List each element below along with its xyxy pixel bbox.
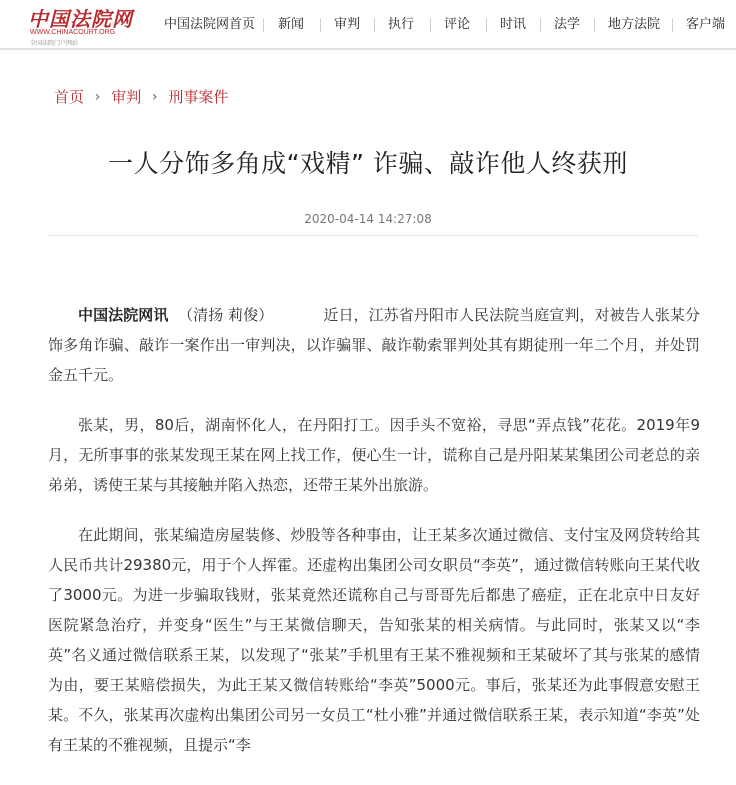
nav-item-jurisprudence[interactable]: 法学 bbox=[554, 17, 581, 32]
logo-subtitle: 全国法院门户网站 bbox=[30, 40, 79, 47]
article-paragraph: 张某，男，80后，湖南怀化人，在丹阳打工。因手头不宽裕，寻思“弄点钱”花花。2019年9月，无所事事的张某发现王某在网上找工作，便心生一计，谎称自己是丹阳某某集团公司老总的亲弟弟，诱使王某与其接触并陷入热恋，还带王某外出旅游。 bbox=[48, 416, 700, 494]
nav-item-trial[interactable]: 审判 bbox=[334, 17, 361, 32]
nav-divider bbox=[672, 18, 673, 32]
nav-item-local-courts[interactable]: 地方法院 bbox=[608, 17, 661, 32]
article-authors: （清扬 莉俊） bbox=[178, 306, 274, 324]
top-navigation-bar bbox=[0, 0, 736, 48]
breadcrumb-trial[interactable]: 审判 bbox=[111, 88, 142, 106]
nav-item-bulletin[interactable]: 时讯 bbox=[500, 17, 527, 32]
nav-item-comment[interactable]: 评论 bbox=[444, 17, 471, 32]
site-logo[interactable] bbox=[28, 3, 133, 47]
logo-chinese-text: 中国法院网 bbox=[28, 7, 133, 31]
paragraph-text: 近日，江苏省丹阳市人民法院当庭宣判，对被告人张某分饰多角诈骗、敲诈一案作出一审判决，以诈骗罪、敲诈勒索罪判处其有期徒刑一年二个月，并处罚金五千元。 bbox=[48, 306, 700, 384]
nav-divider bbox=[374, 18, 375, 32]
title-divider bbox=[48, 235, 698, 236]
chevron-right-icon: › bbox=[151, 88, 158, 105]
nav-divider bbox=[594, 18, 595, 32]
breadcrumb bbox=[54, 86, 228, 106]
breadcrumb-criminal-cases[interactable]: 刑事案件 bbox=[168, 88, 229, 106]
nav-divider bbox=[540, 18, 541, 32]
nav-divider bbox=[263, 18, 264, 32]
breadcrumb-home[interactable]: 首页 bbox=[54, 88, 85, 106]
nav-item-home[interactable]: 中国法院网首页 bbox=[164, 17, 256, 32]
chevron-right-icon: › bbox=[94, 88, 101, 105]
header-divider bbox=[0, 48, 736, 50]
nav-divider bbox=[486, 18, 487, 32]
article-title: 一人分饰多角成“戏精” 诈骗、敲诈他人终获刑 bbox=[108, 149, 628, 178]
article-paragraph: 在此期间，张某编造房屋装修、炒股等各种事由，让王某多次通过微信、支付宝及网贷转给其人民币共计29380元，用于个人挥霍。还虚构出集团公司女职员“李英”，通过微信转账向王某代收了3000元。为进一步骗取钱财，张某竟然还谎称自己与哥哥先后都患了癌症，正在北京中日友好医院紧急治疗，并变身“医生”与王某微信聊天，告知张某的相关病情。与此同时，张某又以“李英”名义通过微信联系王某，以发现了“张某”手机里有王某不雅视频和王某破坏了其与张某的感情为由，要王某赔偿损失，为此王某又微信转账给“李英”5000元。事后，张某还为此事假意安慰王某。不久，张某再次虚构出集团公司另一女员工“杜小雅”并通过微信联系王某，表示知道“李英”处有王某的不雅视频，且提示“李 bbox=[48, 526, 700, 754]
article-paragraph bbox=[48, 300, 700, 390]
article-body bbox=[48, 300, 700, 780]
publish-date: 2020-04-14 14:27:08 bbox=[304, 212, 432, 226]
logo-english-text: WWW.CHINACOURT.ORG bbox=[30, 29, 116, 36]
article-source: 中国法院网讯 bbox=[78, 306, 169, 324]
nav-item-news[interactable]: 新闻 bbox=[278, 17, 305, 32]
nav-divider bbox=[320, 18, 321, 32]
nav-item-execution[interactable]: 执行 bbox=[388, 17, 415, 32]
nav-divider bbox=[430, 18, 431, 32]
nav-item-client[interactable]: 客户端 bbox=[686, 17, 726, 32]
